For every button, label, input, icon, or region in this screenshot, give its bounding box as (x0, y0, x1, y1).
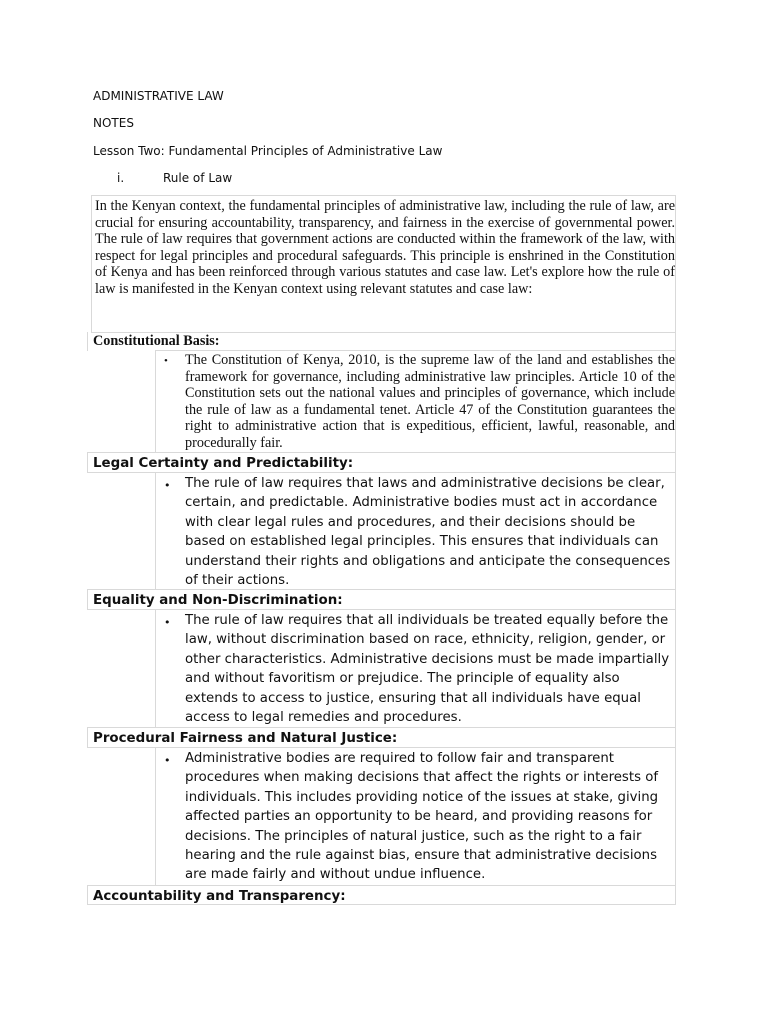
heading-text: Accountability and Transparency: (93, 889, 346, 904)
bullet-marker: • (164, 616, 171, 629)
bullet-cell-legal-certainty (155, 472, 676, 590)
heading-text: Legal Certainty and Predictability: (93, 456, 354, 471)
intro-paragraph: In the Kenyan context, the fundamental principles of administrative law, including the rule of law, are crucial for ensuring accountability, transparency, and fairness in the exercise of governmental power. The rule of law requires that government actions are conducted within the framework of the law, with respect for legal principles and procedural safeguards. This principle is enshrined in the Constitution of Kenya and has been reinforced through various statutes and case law. Let's explore how the rule of law is manifested in the Kenyan context using relevant statutes and case law: (95, 198, 675, 297)
lesson-title: Lesson Two: Fundamental Principles of Administrative Law (93, 144, 443, 158)
heading-equality (87, 589, 676, 610)
document-title: ADMINISTRATIVE LAW (93, 89, 224, 103)
bullet-marker: • (164, 479, 171, 492)
bullet-text: The rule of law requires that all individuals be treated equally before the law, without discrimination based on race, ethnicity, religion, gender, or other characteristics. Administrative decisions must be made impartially and without favoritism or prejudice. The principle of equality also extends to access to justice, ensuring that all individuals have equal access to legal remedies and procedures. (185, 613, 670, 726)
section-title: Rule of Law (163, 171, 233, 185)
heading-text: Constitutional Basis: (93, 333, 220, 349)
heading-legal-certainty (87, 452, 676, 473)
section-number: i. (117, 171, 125, 185)
bullet-cell-constitutional-basis (155, 350, 676, 453)
bullet-marker: • (164, 754, 171, 767)
document-subtitle: NOTES (93, 116, 134, 130)
bullet-cell-equality (155, 609, 676, 728)
heading-constitutional-basis (87, 332, 676, 351)
heading-procedural-fairness (87, 727, 676, 748)
bullet-cell-procedural-fairness (155, 747, 676, 886)
heading-text: Equality and Non-Discrimination: (93, 593, 343, 608)
heading-accountability (87, 885, 676, 905)
heading-text: Procedural Fairness and Natural Justice: (93, 731, 398, 746)
bullet-marker: • (164, 355, 168, 367)
bullet-text: Administrative bodies are required to follow fair and transparent procedures when making decisions that affect the rights or interests of individuals. This includes providing notice of the issues at stake, giving affected parties an opportunity to be heard, and providing reasons for decisions. The principles of natural justice, such as the right to a fair hearing and the rule against bias, ensure that administrative decisions are made fairly and without undue influence. (185, 751, 659, 883)
bullet-text: The rule of law requires that laws and administrative decisions be clear, certain, and predictable. Administrative bodies must act in accordance with clear legal rules and procedures, and their decisions should be based on established legal principles. This ensures that individuals can understand their rights and obligations and anticipate the consequences of their actions. (185, 476, 671, 589)
intro-paragraph-cell (91, 195, 676, 333)
bullet-text: The Constitution of Kenya, 2010, is the supreme law of the land and establishes the framework for governance, including administrative law principles. Article 10 of the Constitution sets out the national values and principles of governance, which include the rule of law as a fundamental tenet. Article 47 of the Constitution guarantees the right to administrative action that is expeditious, efficient, lawful, reasonable, and procedurally fair. (185, 352, 675, 451)
